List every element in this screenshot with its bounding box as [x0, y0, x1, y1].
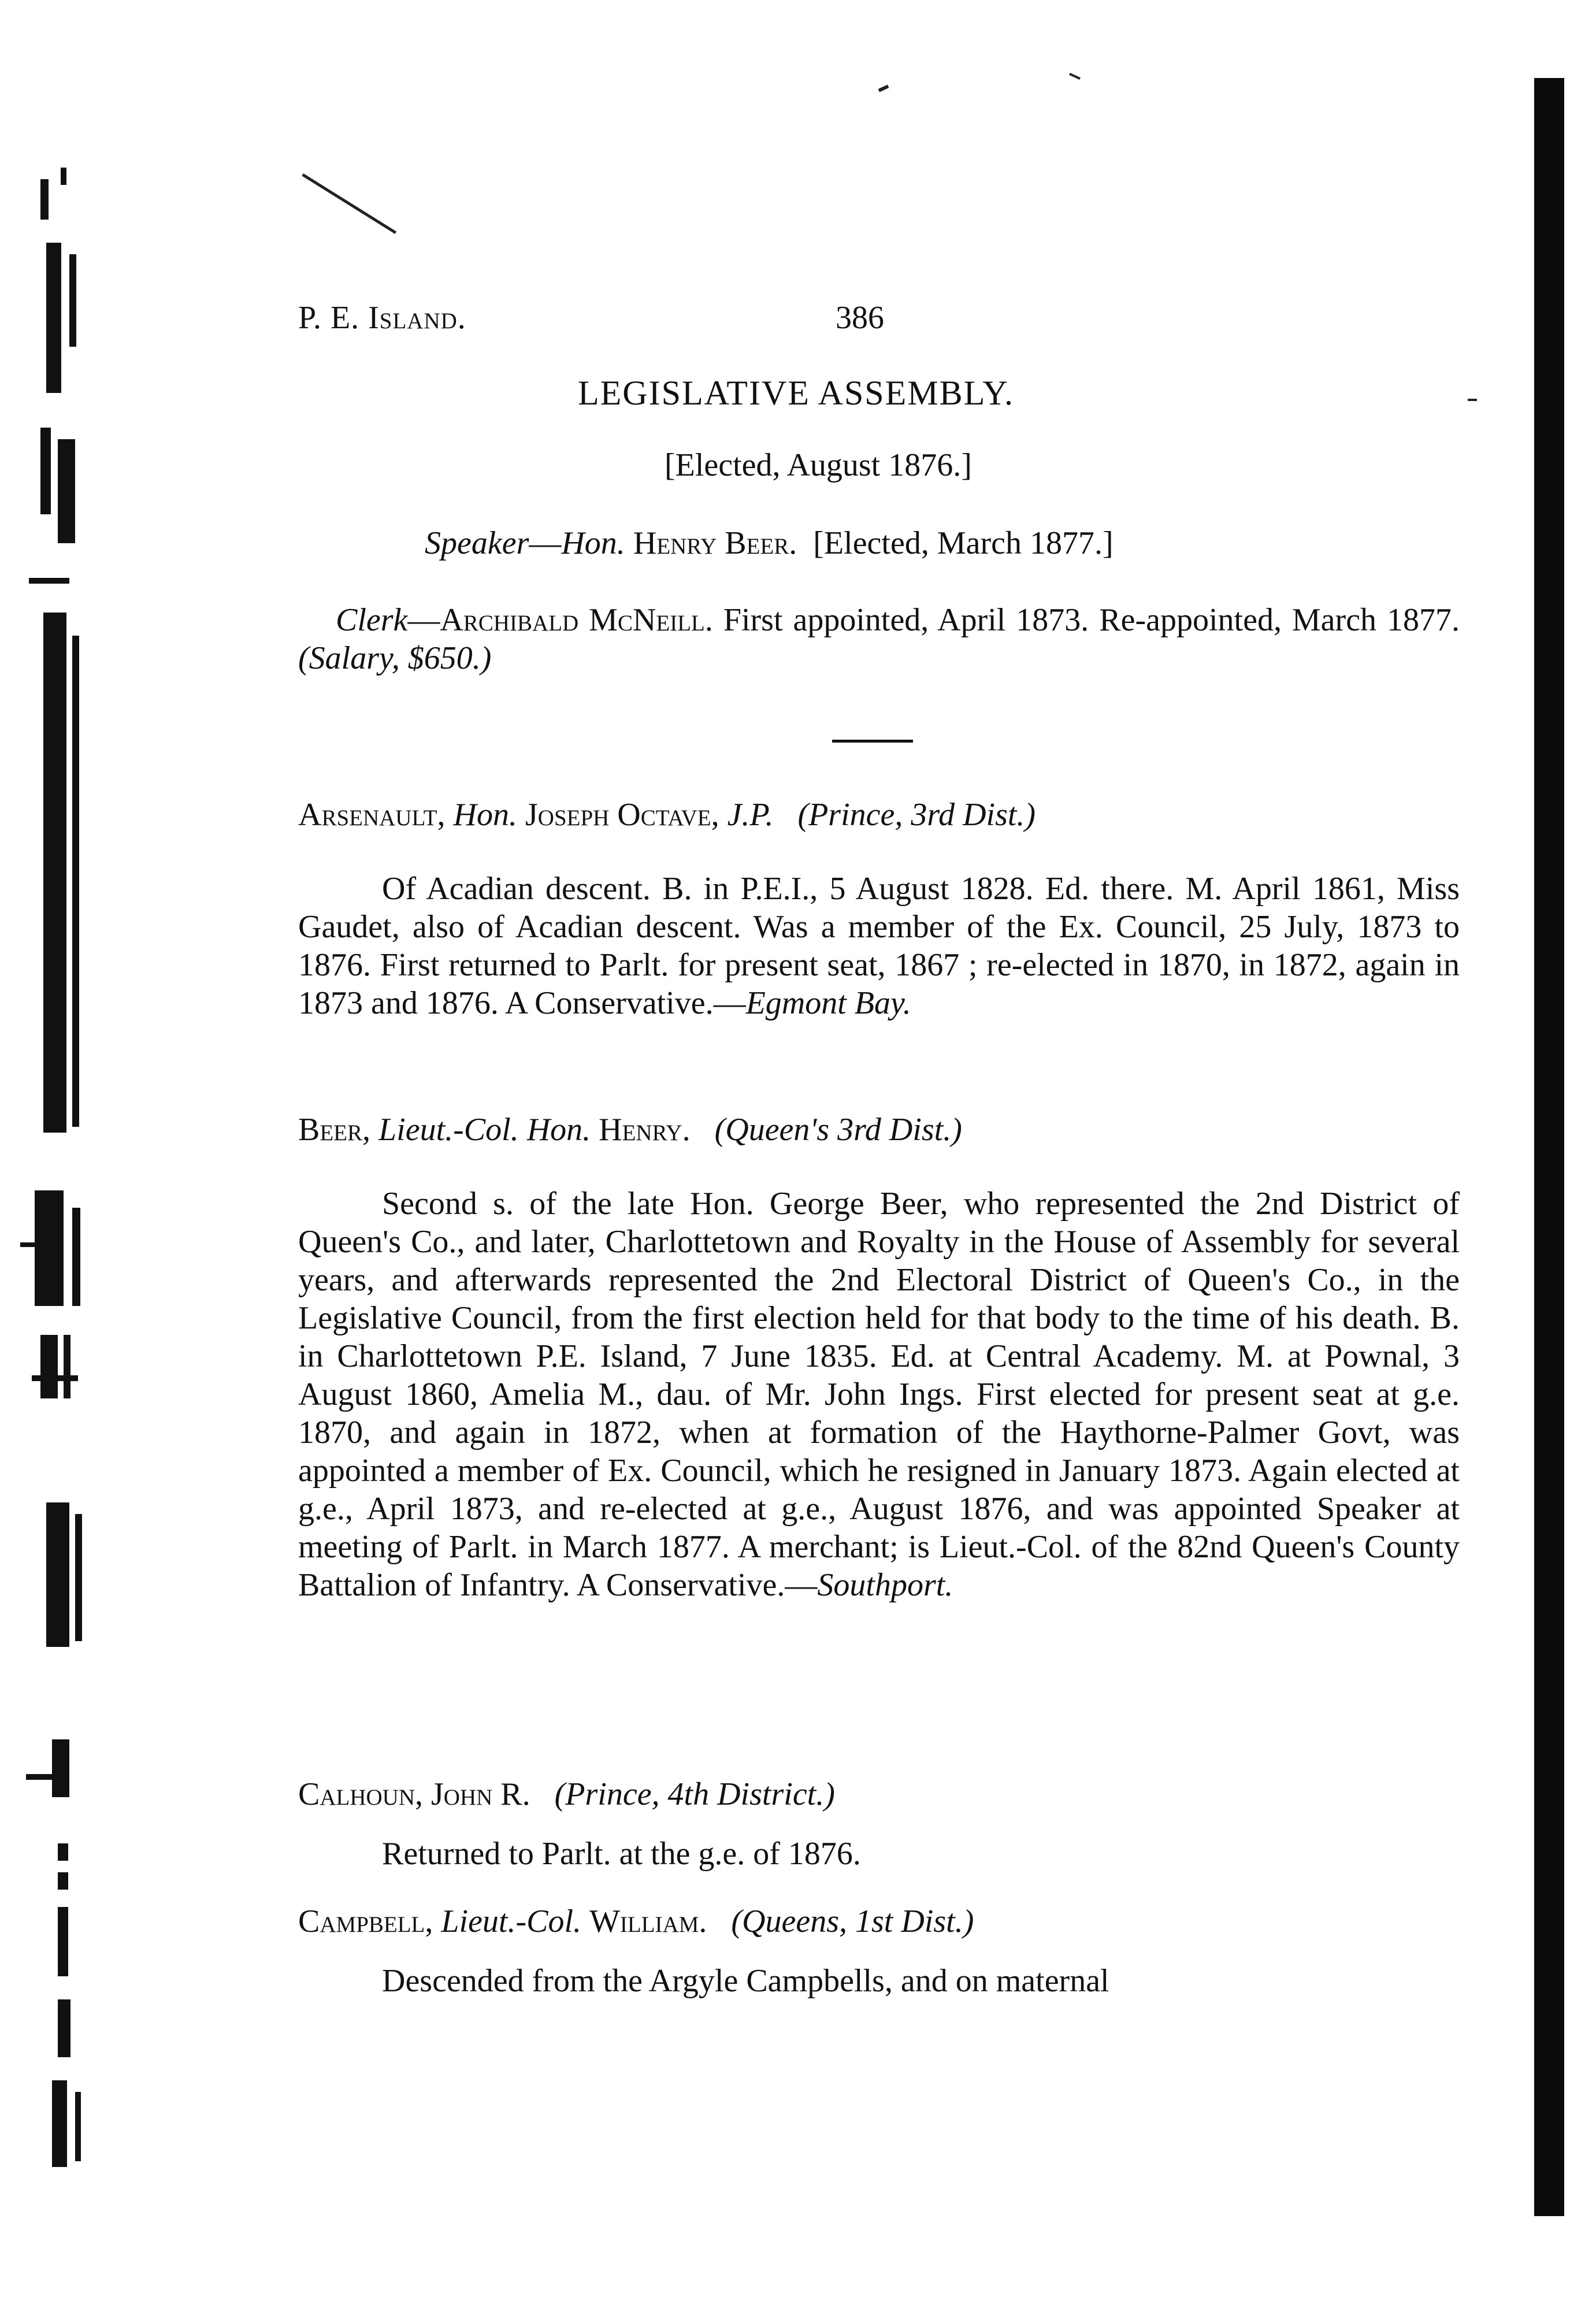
member-surname: Campbell, — [298, 1903, 433, 1939]
clerk-paragraph: Clerk—Archibald McNeill. First appointed, April 1873. Re-appointed, March 1877. (Salary, $650.) — [298, 602, 1460, 676]
member-constituency: (Prince, 3rd Dist.) — [797, 797, 1036, 833]
member-constituency: (Queen's 3rd Dist.) — [714, 1112, 962, 1148]
member-surname: Calhoun, — [298, 1776, 423, 1812]
election-date: [Elected, August 1876.] — [665, 447, 972, 483]
page-number: 386 — [836, 300, 884, 336]
member-residence: Southport. — [817, 1567, 953, 1603]
speaker-hon: Hon. — [561, 525, 625, 561]
member-surname: Arsenault, — [298, 797, 446, 833]
member-surname: Beer, — [298, 1112, 371, 1148]
member-biography-text: Descended from the Argyle Campbells, and on maternal — [382, 1963, 1109, 1999]
speaker-elected: [Elected, March 1877.] — [813, 525, 1114, 561]
speaker-label: Speaker — [425, 525, 529, 561]
member-title: Lieut.-Col. — [441, 1903, 582, 1939]
scan-speck — [1069, 73, 1081, 80]
member-biography — [298, 1962, 1460, 2000]
member-heading — [298, 1901, 1460, 1942]
scan-speck — [302, 173, 396, 234]
member-title: Lieut.-Col. Hon. — [378, 1112, 591, 1148]
scan-speck — [878, 84, 889, 92]
page-title: LEGISLATIVE ASSEMBLY. — [578, 374, 1014, 412]
member-heading — [298, 795, 1460, 835]
speaker-name: Henry Beer. — [633, 525, 797, 561]
speaker-line: Speaker—Hon. Henry Beer. [Elected, March 1877.] — [425, 525, 1114, 561]
member-biography-text: Of Acadian descent. B. in P.E.I., 5 August 1828. Ed. there. M. April 1861, Miss Gaudet, also of Acadian descent. Was a member of the Ex. Council, 25 July, 1873 to 1876. First returned to Parlt. for present seat, 1867 ; re-elected in 1870, in 1872, again in 1873 and 1876. A Conservative.— — [298, 871, 1460, 1021]
member-given-name: Joseph Octave, — [525, 797, 719, 833]
section-divider — [832, 740, 913, 743]
member-given-name: John R. — [431, 1776, 530, 1812]
scan-edge-bar — [1534, 78, 1564, 2216]
scan-speck — [1468, 399, 1477, 401]
member-suffix: J.P. — [727, 797, 774, 833]
member-title: Hon. — [453, 797, 517, 833]
clerk-salary: (Salary, $650.) — [298, 640, 492, 676]
member-heading — [298, 1110, 1460, 1150]
member-given-name: William. — [589, 1903, 707, 1939]
scan-edge-marks — [17, 35, 110, 2144]
running-head — [298, 298, 963, 338]
member-residence: Egmont Bay. — [745, 985, 911, 1021]
member-biography-text: Returned to Parlt. at the g.e. of 1876. — [382, 1836, 861, 1872]
member-biography — [298, 1835, 1460, 1873]
member-given-name: Henry. — [599, 1112, 691, 1148]
member-biography-text: Second s. of the late Hon. George Beer, who represented the 2nd District of Queen's Co., and later, Charlottetown and Royalty in the House of Assembly for several years, and afterwards represented the 2nd Electoral District of Queen's Co., in the Legislative Council, from the first election held for that body to the time of his death. B. in Charlottetown P.E. Island, 7 June 1835. Ed. at Central Academy. M. at Pownal, 3 August 1860, Amelia M., dau. of Mr. John Ings. First elected for present seat at g.e. 1870, and again in 1872, when at formation of the Haythorne-Palmer Govt, was appointed a member of Ex. Council, which he resigned in January 1873. Again elected at g.e., April 1873, and re-elected at g.e., August 1876, and was appointed Speaker at meeting of Parlt. in March 1877. A merchant; is Lieut.-Col. of the 82nd Queen's County Battalion of Infantry. A Conservative.— — [298, 1186, 1460, 1603]
running-head-place: P. E. Island. — [298, 300, 466, 336]
clerk-appointments: First appointed, April 1873. Re-appointed, March 1877. — [723, 602, 1460, 638]
member-biography — [298, 1185, 1460, 1604]
member-constituency: (Queens, 1st Dist.) — [731, 1903, 974, 1939]
clerk-label: Clerk — [336, 602, 408, 638]
clerk-name: Archibald McNeill. — [440, 602, 713, 638]
member-heading — [298, 1774, 1460, 1815]
member-constituency: (Prince, 4th District.) — [554, 1776, 835, 1812]
member-biography — [298, 870, 1460, 1022]
